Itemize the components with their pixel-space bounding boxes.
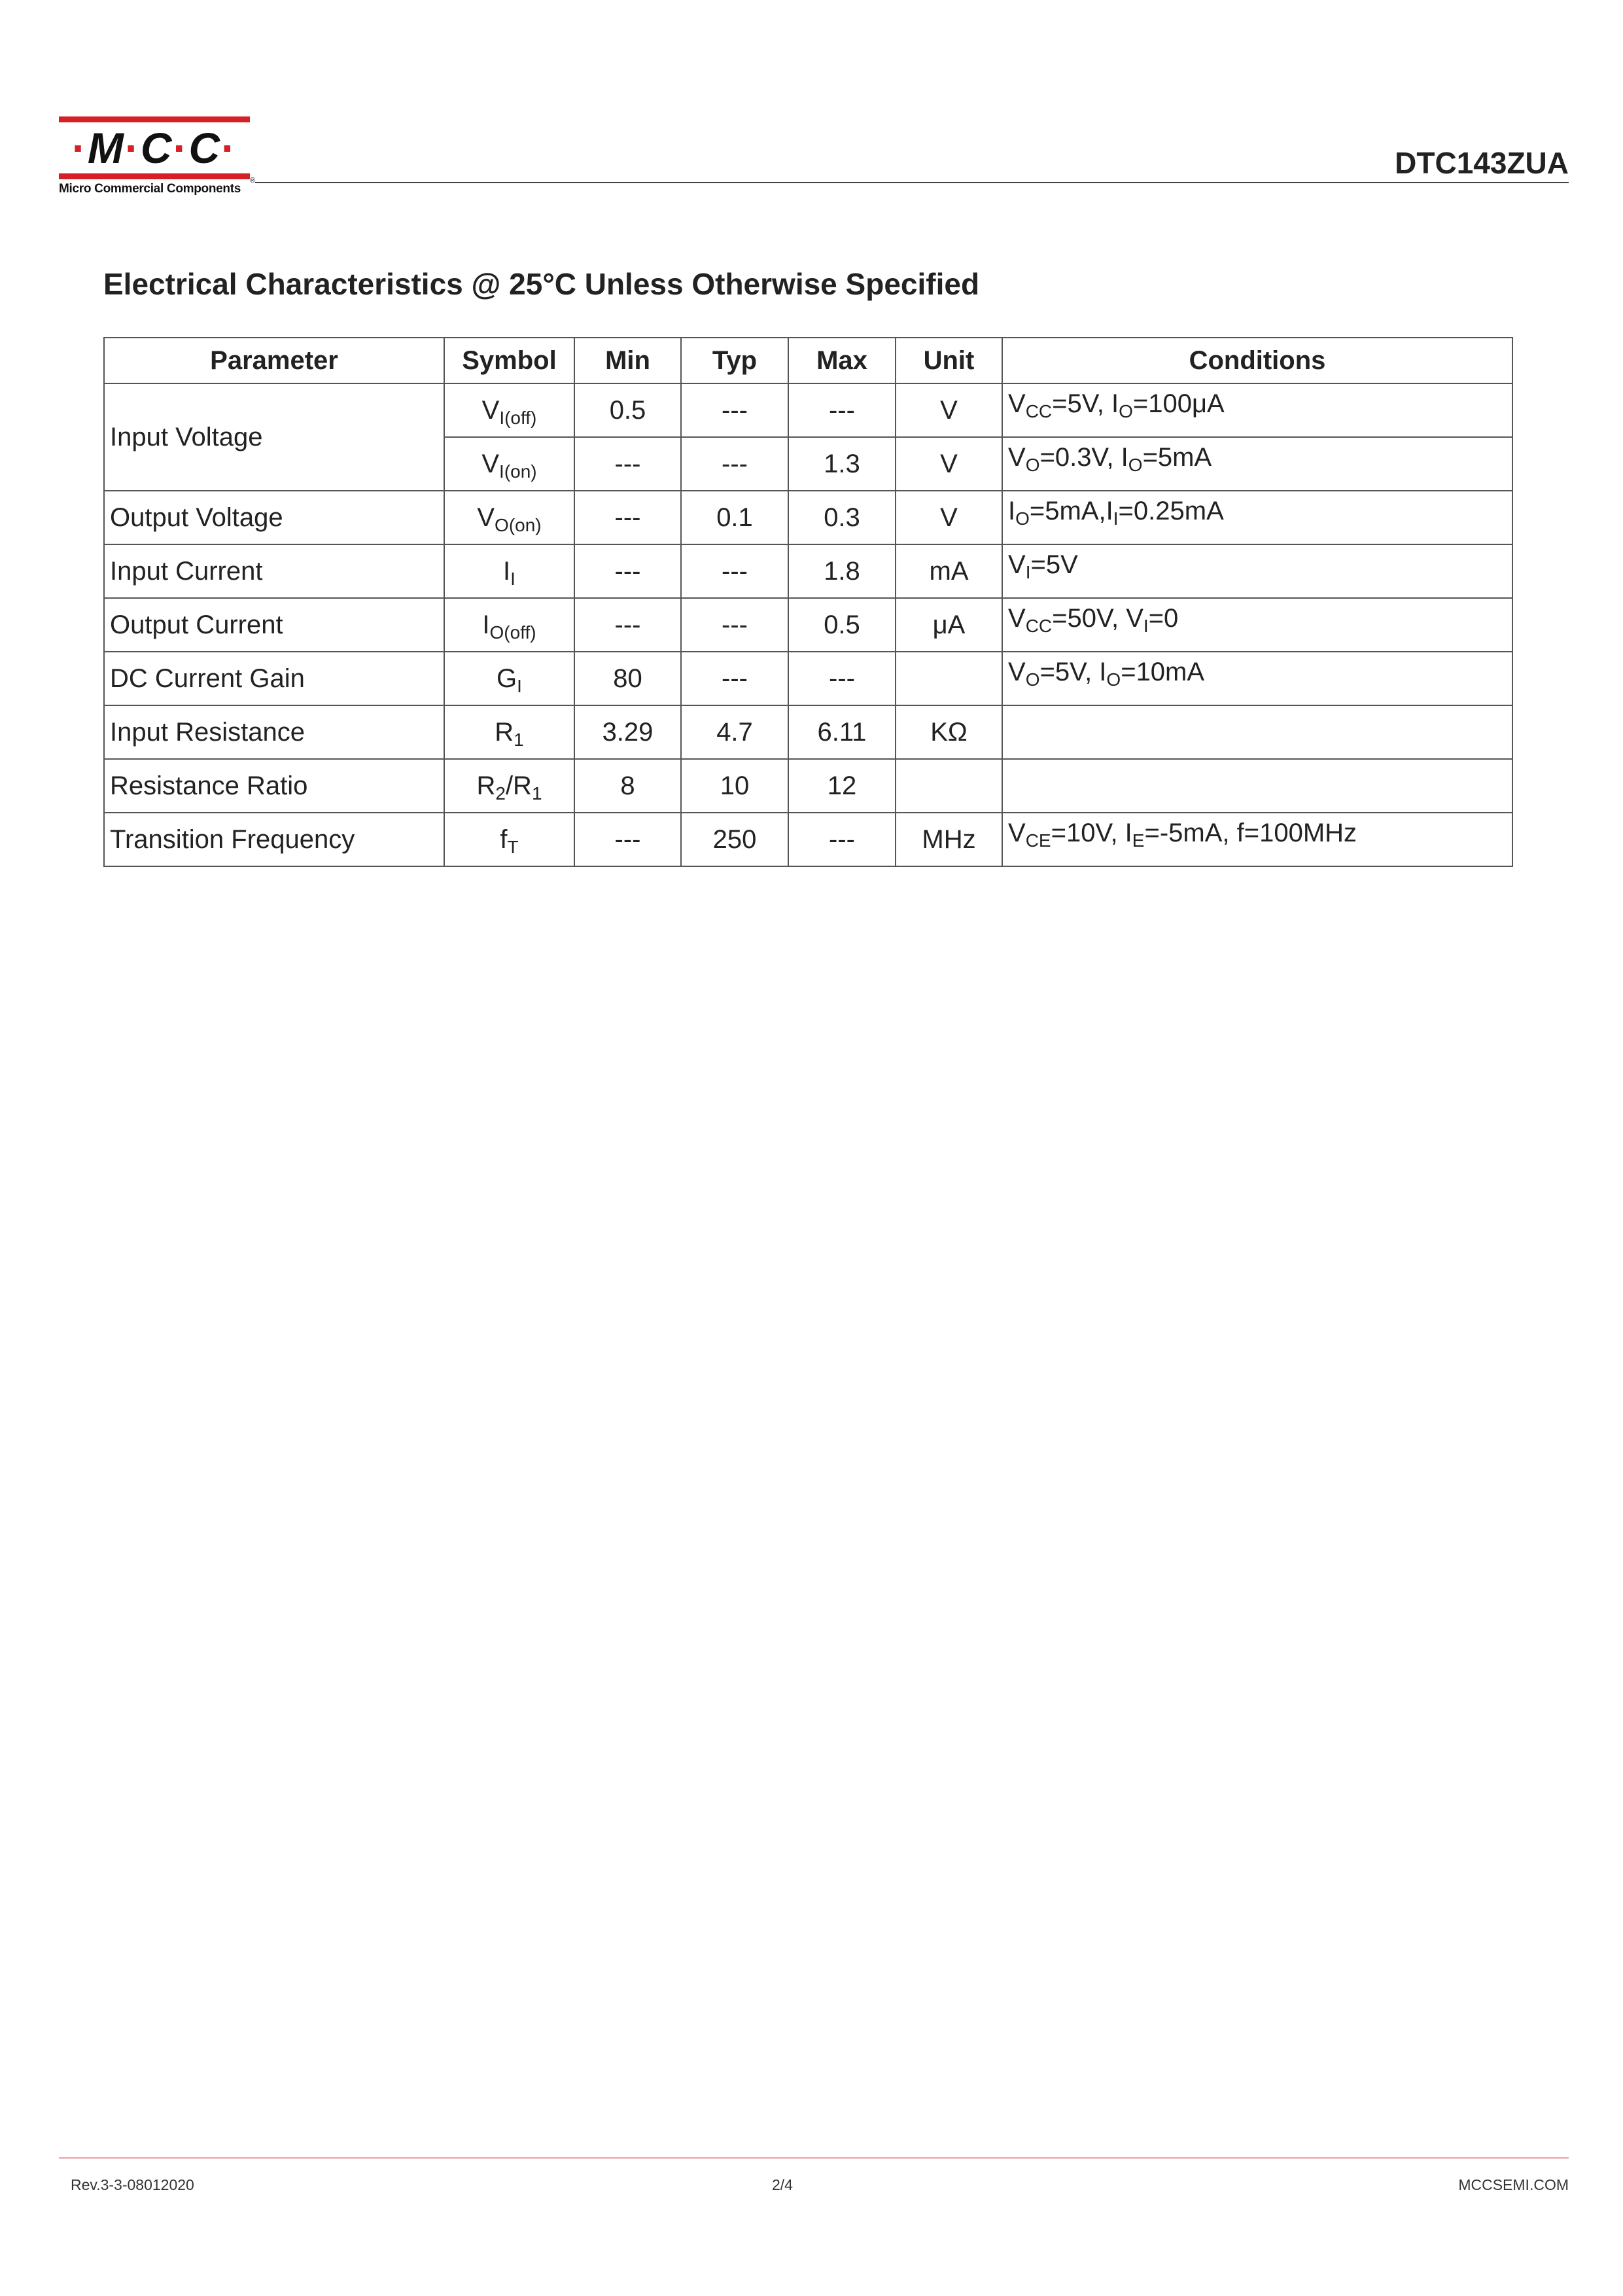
cell-min: --- (574, 437, 681, 491)
cell-symbol (444, 437, 574, 491)
condition-text: =50V, V (1052, 604, 1143, 633)
cell-parameter: Output Voltage (104, 491, 444, 544)
company-logo (59, 116, 255, 200)
cell-parameter: Input Voltage (104, 383, 444, 491)
cell-max: 6.11 (788, 705, 896, 759)
cell-typ: 10 (681, 759, 788, 813)
cell-parameter: Input Current (104, 544, 444, 598)
symbol-tail-subscript: 1 (531, 783, 542, 804)
condition-subscript: O (1119, 401, 1133, 421)
condition-text: I (1008, 497, 1016, 525)
cell-conditions (1002, 759, 1512, 813)
condition-text: V (1008, 550, 1026, 579)
condition-text: =0 (1148, 604, 1179, 633)
table-row (104, 813, 1512, 866)
symbol-main: R (495, 718, 514, 747)
part-number: DTC143ZUA (1395, 146, 1569, 180)
cell-parameter: Input Resistance (104, 705, 444, 759)
symbol-subscript: I(on) (499, 461, 537, 482)
table-row (104, 383, 1512, 437)
cell-max: --- (788, 813, 896, 866)
symbol-main: V (481, 396, 500, 425)
header-conditions: Conditions (1002, 338, 1512, 383)
cell-symbol (444, 383, 574, 437)
condition-text: V (1008, 658, 1026, 686)
table-row (104, 491, 1512, 544)
condition-text: =10V, I (1051, 819, 1132, 847)
cell-parameter: Resistance Ratio (104, 759, 444, 813)
symbol-subscript: 2 (495, 783, 506, 804)
symbol-subscript: T (507, 837, 519, 857)
condition-text: V (1008, 819, 1026, 847)
cell-conditions (1002, 652, 1512, 705)
cell-conditions (1002, 491, 1512, 544)
symbol-main: G (497, 664, 517, 693)
table-row (104, 759, 1512, 813)
cell-symbol (444, 705, 574, 759)
condition-text: =5mA (1142, 443, 1212, 472)
cell-unit: V (896, 383, 1002, 437)
cell-typ: --- (681, 437, 788, 491)
cell-min: --- (574, 598, 681, 652)
cell-unit: mA (896, 544, 1002, 598)
cell-min: 3.29 (574, 705, 681, 759)
table-row (104, 705, 1512, 759)
cell-max: 12 (788, 759, 896, 813)
cell-min: 8 (574, 759, 681, 813)
condition-subscript: O (1106, 669, 1121, 690)
cell-min: --- (574, 813, 681, 866)
condition-text: V (1008, 604, 1026, 633)
symbol-main: V (481, 450, 500, 478)
symbol-subscript: I (517, 676, 522, 696)
condition-text: V (1008, 389, 1026, 418)
logo-subtitle: Micro Commercial Components (59, 182, 241, 196)
cell-max: 0.3 (788, 491, 896, 544)
table-row (104, 652, 1512, 705)
condition-subscript: O (1015, 508, 1030, 529)
symbol-tail: /R (505, 771, 532, 800)
cell-min: 80 (574, 652, 681, 705)
cell-parameter: Transition Frequency (104, 813, 444, 866)
cell-parameter: DC Current Gain (104, 652, 444, 705)
condition-text: =0.3V, I (1039, 443, 1128, 472)
cell-conditions (1002, 437, 1512, 491)
symbol-main: R (476, 771, 496, 800)
table-row (104, 598, 1512, 652)
condition-text: =10mA (1121, 658, 1205, 686)
condition-text: =5V, I (1039, 658, 1107, 686)
symbol-subscript: I (510, 569, 515, 589)
cell-typ: --- (681, 652, 788, 705)
cell-typ: 0.1 (681, 491, 788, 544)
cell-typ: --- (681, 383, 788, 437)
cell-unit (896, 652, 1002, 705)
cell-min: 0.5 (574, 383, 681, 437)
condition-text: =5mA,I (1029, 497, 1113, 525)
cell-max: 1.3 (788, 437, 896, 491)
footer-page-number: 2/4 (772, 2176, 793, 2193)
footer-divider (59, 2157, 1569, 2159)
symbol-subscript: O(on) (495, 515, 542, 535)
header-min: Min (574, 338, 681, 383)
condition-subscript: E (1132, 830, 1145, 851)
condition-subscript: CC (1025, 401, 1053, 421)
header-symbol: Symbol (444, 338, 574, 383)
condition-text: =0.25mA (1118, 497, 1224, 525)
logo-bottom-bar (59, 173, 250, 179)
header-parameter: Parameter (104, 338, 444, 383)
cell-unit: V (896, 491, 1002, 544)
cell-max: 1.8 (788, 544, 896, 598)
electrical-characteristics-table (103, 337, 1513, 867)
symbol-subscript: I(off) (499, 408, 537, 428)
cell-typ: --- (681, 598, 788, 652)
cell-symbol (444, 491, 574, 544)
cell-conditions (1002, 544, 1512, 598)
cell-symbol (444, 759, 574, 813)
condition-subscript: I (1143, 616, 1149, 636)
cell-unit: KΩ (896, 705, 1002, 759)
condition-text: =5V, I (1052, 389, 1119, 418)
header-unit: Unit (896, 338, 1002, 383)
condition-text: =-5mA, f=100MHz (1144, 819, 1357, 847)
condition-subscript: I (1025, 562, 1031, 582)
footer-website: MCCSEMI.COM (1458, 2176, 1569, 2193)
condition-text: =100μA (1132, 389, 1225, 418)
cell-max: 0.5 (788, 598, 896, 652)
cell-typ: 250 (681, 813, 788, 866)
cell-unit: μA (896, 598, 1002, 652)
condition-text: =5V (1030, 550, 1078, 579)
cell-symbol (444, 652, 574, 705)
cell-typ: 4.7 (681, 705, 788, 759)
cell-max: --- (788, 652, 896, 705)
header-max: Max (788, 338, 896, 383)
logo-mark: ·M·C·C· (71, 124, 237, 172)
condition-subscript: I (1113, 508, 1119, 529)
symbol-subscript: O(off) (489, 622, 536, 643)
header-divider (255, 182, 1569, 183)
cell-symbol (444, 598, 574, 652)
cell-min: --- (574, 491, 681, 544)
cell-typ: --- (681, 544, 788, 598)
cell-conditions (1002, 813, 1512, 866)
table-row (104, 544, 1512, 598)
symbol-main: I (482, 610, 490, 639)
cell-symbol (444, 544, 574, 598)
cell-max: --- (788, 383, 896, 437)
symbol-main: f (500, 825, 508, 854)
cell-min: --- (574, 544, 681, 598)
logo-top-bar (59, 116, 250, 122)
condition-subscript: CE (1025, 830, 1051, 851)
cell-parameter: Output Current (104, 598, 444, 652)
cell-unit: MHz (896, 813, 1002, 866)
condition-subscript: O (1025, 669, 1040, 690)
condition-text: V (1008, 443, 1026, 472)
condition-subscript: O (1128, 455, 1143, 475)
table-body (104, 383, 1512, 866)
header-typ: Typ (681, 338, 788, 383)
condition-subscript: O (1025, 455, 1040, 475)
cell-unit: V (896, 437, 1002, 491)
cell-conditions (1002, 598, 1512, 652)
cell-symbol (444, 813, 574, 866)
condition-subscript: CC (1025, 616, 1053, 636)
symbol-main: I (503, 557, 511, 586)
symbol-subscript: 1 (514, 730, 524, 750)
footer-revision: Rev.3-3-08012020 (71, 2176, 194, 2193)
section-title: Electrical Characteristics @ 25°C Unless Otherwise Specified (103, 267, 980, 301)
symbol-main: V (477, 503, 495, 532)
cell-conditions (1002, 705, 1512, 759)
table-header-row (104, 338, 1512, 383)
registered-mark: ® (250, 177, 256, 185)
cell-unit (896, 759, 1002, 813)
cell-conditions (1002, 383, 1512, 437)
